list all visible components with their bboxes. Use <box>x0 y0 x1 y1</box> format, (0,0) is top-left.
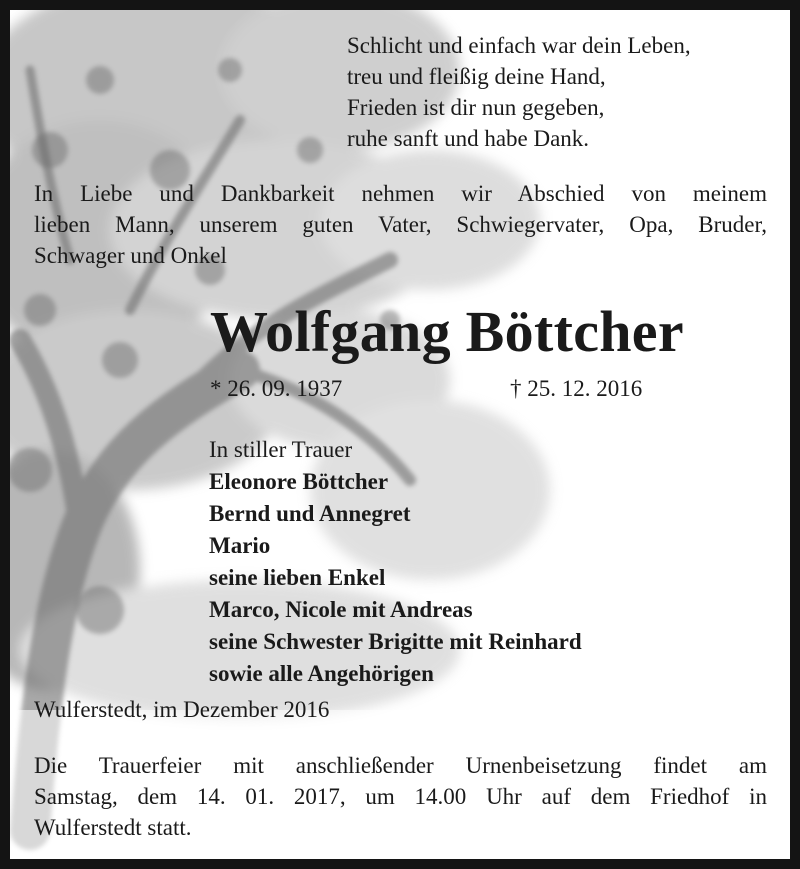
mourner-name: Eleonore Böttcher <box>209 469 389 494</box>
mourner-name: seine lieben Enkel <box>209 565 386 590</box>
intro-line: lieben Mann, unserem guten Vater, Schwiegervater, Opa, Bruder, <box>34 212 767 237</box>
poem-line: Frieden ist dir nun gegeben, <box>347 95 605 120</box>
mourner-name: Mario <box>209 533 271 558</box>
place-and-date: Wulferstedt, im Dezember 2016 <box>34 697 330 722</box>
poem-line: Schlicht und einfach war dein Leben, <box>347 33 691 58</box>
notice-line: Samstag, dem 14. 01. 2017, um 14.00 Uhr auf dem Friedhof in <box>34 784 767 809</box>
birth-date: * 26. 09. 1937 <box>210 376 343 401</box>
notice-line: Wulferstedt statt. <box>34 815 192 840</box>
intro-paragraph <box>34 178 767 271</box>
poem <box>347 30 691 154</box>
poem-line: treu und fleißig deine Hand, <box>347 64 606 89</box>
intro-line: Schwager und Onkel <box>34 243 227 268</box>
death-date: † 25. 12. 2016 <box>510 376 643 401</box>
mourner-name: seine Schwester Brigitte mit Reinhard <box>209 629 582 654</box>
poem-line: ruhe sanft und habe Dank. <box>347 126 590 151</box>
notice-line: Die Trauerfeier mit anschließender Urnenbeisetzung findet am <box>34 753 767 778</box>
intro-line: In Liebe und Dankbarkeit nehmen wir Abschied von meinem <box>34 181 767 206</box>
mourners-intro: In stiller Trauer <box>209 437 353 462</box>
deceased-name: Wolfgang Böttcher <box>210 299 684 364</box>
mourner-name: Bernd und Annegret <box>209 501 411 526</box>
mourner-name: Marco, Nicole mit Andreas <box>209 597 473 622</box>
funeral-notice <box>34 750 767 843</box>
mourner-name: sowie alle Angehörigen <box>209 661 434 686</box>
mourners-list <box>209 434 582 690</box>
